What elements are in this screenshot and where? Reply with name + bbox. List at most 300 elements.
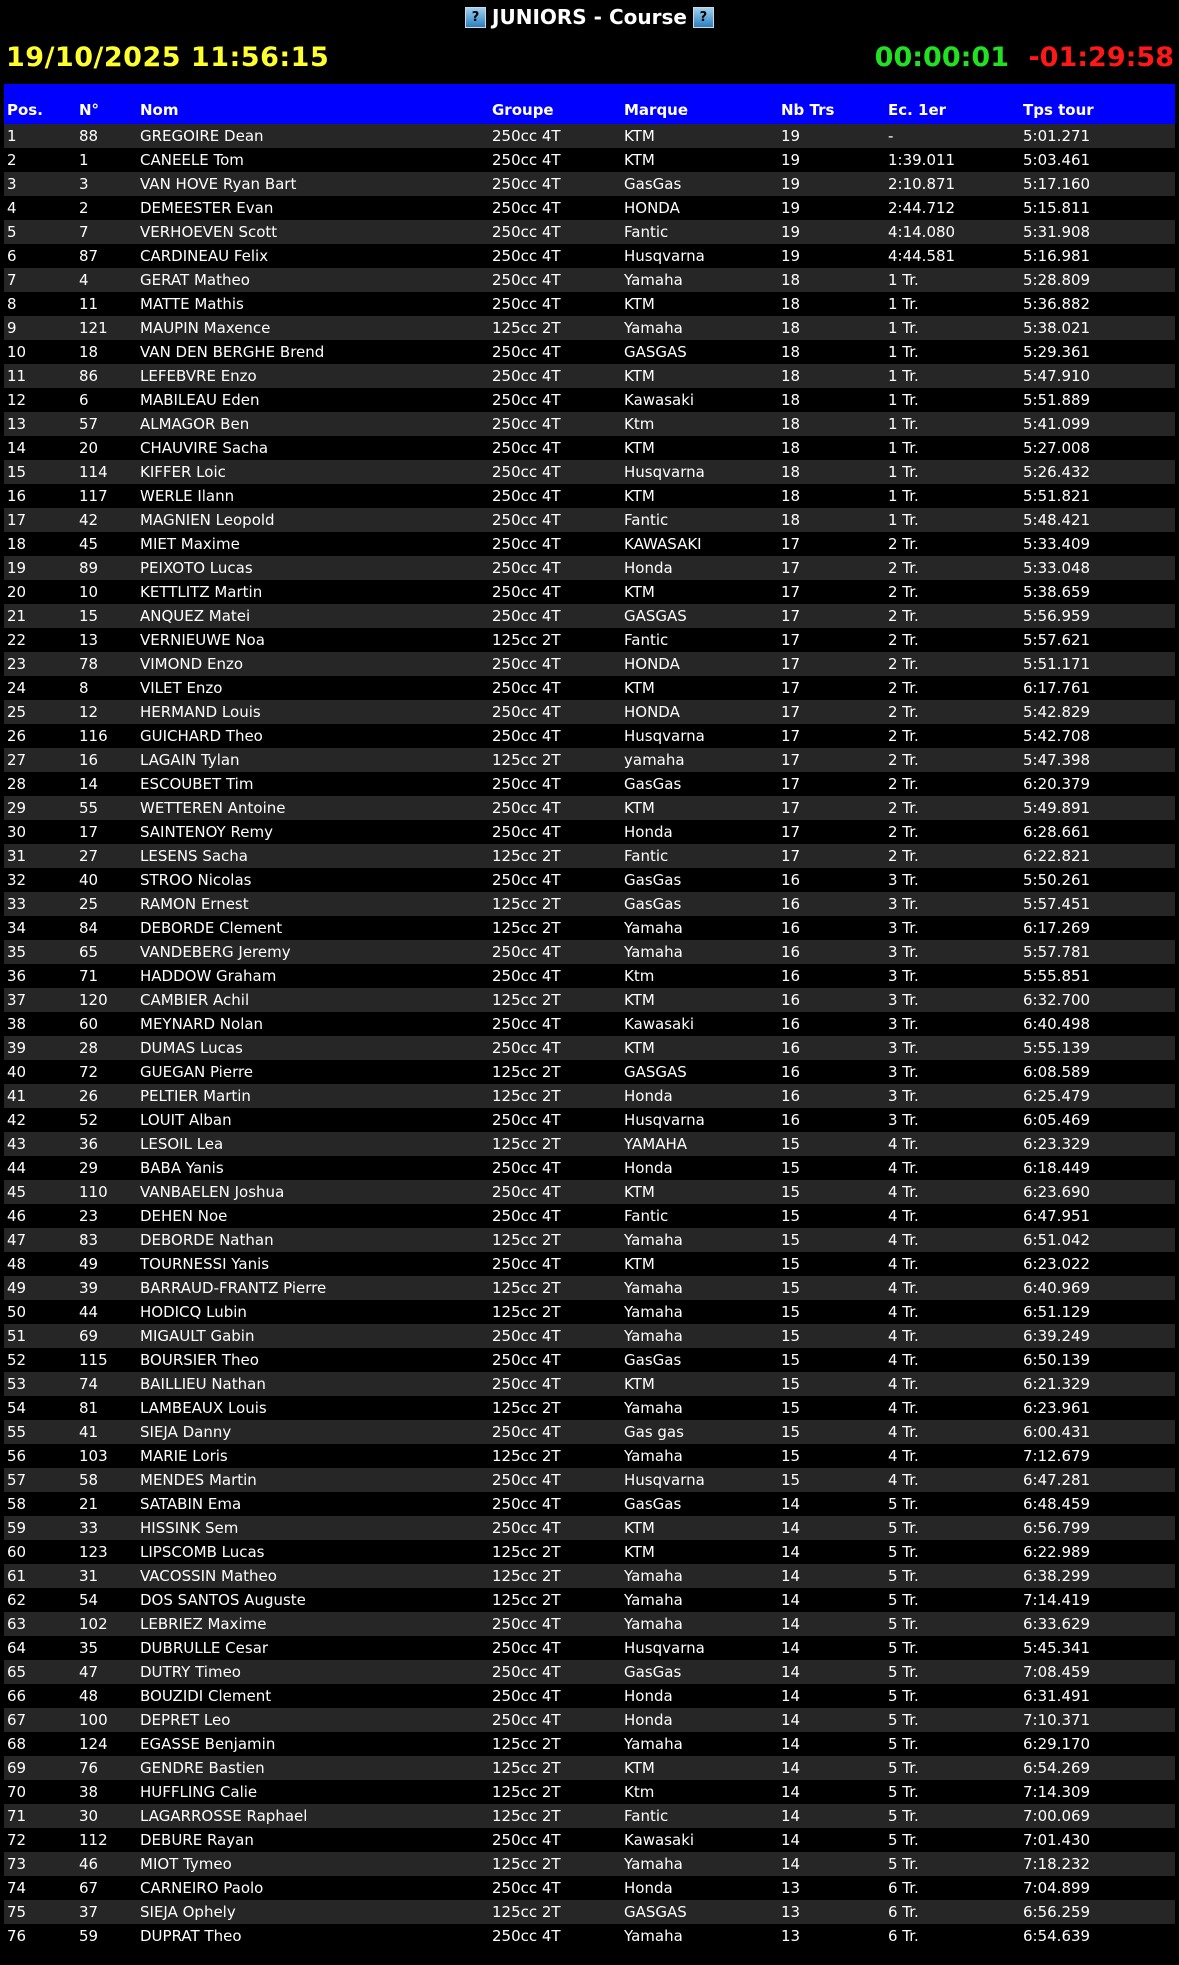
cell-laps: 14 [781,1687,801,1705]
column-header-name: Nom [140,101,179,119]
cell-gap: 4 Tr. [888,1159,919,1177]
cell-group: 250cc 4T [492,1183,561,1201]
cell-brand: Husqvarna [624,247,705,265]
cell-laps: 13 [781,1903,801,1921]
cell-pos: 65 [7,1663,27,1681]
cell-name: STROO Nicolas [140,871,252,889]
cell-laps: 17 [781,631,801,649]
cell-laps: 16 [781,871,801,889]
cell-number: 21 [79,1495,99,1513]
table-row [4,1756,1175,1780]
cell-pos: 68 [7,1735,27,1753]
table-row [4,1276,1175,1300]
cell-brand: HONDA [624,199,680,217]
cell-laps: 18 [781,487,801,505]
cell-brand: Yamaha [624,1279,683,1297]
cell-laps: 17 [781,607,801,625]
table-row [4,844,1175,868]
cell-name: SAINTENOY Remy [140,823,273,841]
cell-name: VILET Enzo [140,679,223,697]
cell-name: LIPSCOMB Lucas [140,1543,265,1561]
table-row [4,532,1175,556]
cell-name: GREGOIRE Dean [140,127,264,145]
cell-number: 41 [79,1423,99,1441]
cell-brand: Yamaha [624,1231,683,1249]
cell-name: EGASSE Benjamin [140,1735,276,1753]
cell-group: 125cc 2T [492,1279,561,1297]
cell-pos: 63 [7,1615,27,1633]
cell-gap: 6 Tr. [888,1903,919,1921]
cell-gap: 3 Tr. [888,1063,919,1081]
cell-gap: 2 Tr. [888,583,919,601]
cell-brand: Yamaha [624,1591,683,1609]
cell-lap-time: 6:00.431 [1023,1423,1091,1441]
cell-pos: 51 [7,1327,27,1345]
cell-brand: KTM [624,1255,655,1273]
cell-brand: Fantic [624,1807,669,1825]
cell-name: ANQUEZ Matei [140,607,251,625]
cell-pos: 30 [7,823,27,841]
cell-name: MIET Maxime [140,535,240,553]
cell-number: 124 [79,1735,108,1753]
table-row [4,1492,1175,1516]
cell-brand: yamaha [624,751,685,769]
table-row [4,964,1175,988]
cell-name: CARDINEAU Felix [140,247,269,265]
cell-lap-time: 5:41.099 [1023,415,1091,433]
cell-brand: Yamaha [624,319,683,337]
cell-lap-time: 6:51.042 [1023,1231,1091,1249]
cell-lap-time: 7:12.679 [1023,1447,1091,1465]
cell-pos: 8 [7,295,17,313]
cell-pos: 56 [7,1447,27,1465]
cell-group: 125cc 2T [492,1135,561,1153]
cell-gap: 2 Tr. [888,535,919,553]
cell-laps: 17 [781,583,801,601]
cell-laps: 17 [781,703,801,721]
cell-number: 15 [79,607,99,625]
cell-pos: 12 [7,391,27,409]
table-row [4,316,1175,340]
cell-number: 45 [79,535,99,553]
cell-pos: 67 [7,1711,27,1729]
table-row [4,364,1175,388]
cell-number: 102 [79,1615,108,1633]
cell-brand: Gas gas [624,1423,684,1441]
cell-laps: 13 [781,1927,801,1945]
cell-group: 250cc 4T [492,559,561,577]
cell-name: CANEELE Tom [140,151,244,169]
cell-laps: 19 [781,199,801,217]
cell-brand: KTM [624,1375,655,1393]
cell-name: SIEJA Danny [140,1423,232,1441]
cell-laps: 14 [781,1495,801,1513]
cell-pos: 74 [7,1879,27,1897]
cell-group: 250cc 4T [492,391,561,409]
cell-name: WETTEREN Antoine [140,799,286,817]
cell-lap-time: 7:08.459 [1023,1663,1091,1681]
cell-lap-time: 6:08.589 [1023,1063,1091,1081]
table-row [4,1612,1175,1636]
cell-name: DUTRY Timeo [140,1663,241,1681]
cell-pos: 49 [7,1279,27,1297]
cell-gap: 5 Tr. [888,1615,919,1633]
cell-name: MATTE Mathis [140,295,244,313]
cell-gap: 2 Tr. [888,823,919,841]
cell-name: MABILEAU Eden [140,391,260,409]
race-datetime: 19/10/2025 11:56:15 [6,42,330,73]
cell-group: 250cc 4T [492,967,561,985]
cell-laps: 18 [781,511,801,529]
cell-name: BAILLIEU Nathan [140,1375,266,1393]
cell-pos: 14 [7,439,27,457]
cell-lap-time: 6:39.249 [1023,1327,1091,1345]
cell-brand: Yamaha [624,1327,683,1345]
cell-laps: 19 [781,175,801,193]
cell-laps: 17 [781,535,801,553]
cell-gap: 4 Tr. [888,1351,919,1369]
cell-gap: 5 Tr. [888,1591,919,1609]
cell-pos: 46 [7,1207,27,1225]
cell-gap: 2 Tr. [888,775,919,793]
cell-pos: 26 [7,727,27,745]
cell-number: 30 [79,1807,99,1825]
cell-gap: 2 Tr. [888,799,919,817]
cell-lap-time: 5:27.008 [1023,439,1091,457]
cell-pos: 16 [7,487,27,505]
cell-gap: 2 Tr. [888,607,919,625]
cell-pos: 31 [7,847,27,865]
cell-lap-time: 5:26.432 [1023,463,1091,481]
cell-brand: Honda [624,1159,673,1177]
cell-group: 250cc 4T [492,1375,561,1393]
cell-group: 250cc 4T [492,127,561,145]
cell-number: 87 [79,247,99,265]
cell-group: 250cc 4T [492,1111,561,1129]
cell-lap-time: 6:17.269 [1023,919,1091,937]
cell-laps: 16 [781,1039,801,1057]
cell-lap-time: 5:50.261 [1023,871,1091,889]
cell-name: GUICHARD Theo [140,727,263,745]
cell-laps: 14 [781,1759,801,1777]
cell-brand: Husqvarna [624,1639,705,1657]
cell-lap-time: 5:51.821 [1023,487,1091,505]
cell-gap: 1 Tr. [888,487,919,505]
cell-pos: 71 [7,1807,27,1825]
cell-lap-time: 6:22.989 [1023,1543,1091,1561]
cell-gap: 1 Tr. [888,271,919,289]
cell-number: 81 [79,1399,99,1417]
cell-pos: 72 [7,1831,27,1849]
cell-laps: 15 [781,1327,801,1345]
cell-laps: 14 [781,1663,801,1681]
table-row [4,748,1175,772]
cell-brand: Husqvarna [624,1471,705,1489]
cell-lap-time: 6:18.449 [1023,1159,1091,1177]
cell-name: MARIE Loris [140,1447,228,1465]
cell-laps: 17 [781,847,801,865]
cell-gap: 5 Tr. [888,1495,919,1513]
cell-brand: Yamaha [624,943,683,961]
cell-brand: Yamaha [624,1855,683,1873]
cell-name: LESENS Sacha [140,847,249,865]
table-row [4,340,1175,364]
table-row [4,1780,1175,1804]
cell-pos: 19 [7,559,27,577]
cell-group: 125cc 2T [492,631,561,649]
cell-lap-time: 5:17.160 [1023,175,1091,193]
table-row [4,508,1175,532]
cell-lap-time: 6:29.170 [1023,1735,1091,1753]
cell-lap-time: 6:20.379 [1023,775,1091,793]
cell-name: LOUIT Alban [140,1111,232,1129]
cell-group: 250cc 4T [492,1879,561,1897]
cell-name: DUPRAT Theo [140,1927,242,1945]
table-row [4,388,1175,412]
cell-lap-time: 6:21.329 [1023,1375,1091,1393]
cell-number: 17 [79,823,99,841]
cell-pos: 41 [7,1087,27,1105]
cell-pos: 35 [7,943,27,961]
cell-lap-time: 6:50.139 [1023,1351,1091,1369]
cell-pos: 18 [7,535,27,553]
column-header-gap: Ec. 1er [888,101,947,119]
cell-group: 250cc 4T [492,295,561,313]
table-row [4,1108,1175,1132]
cell-pos: 48 [7,1255,27,1273]
cell-laps: 16 [781,919,801,937]
cell-lap-time: 6:31.491 [1023,1687,1091,1705]
cell-brand: Yamaha [624,1399,683,1417]
cell-name: LAMBEAUX Louis [140,1399,267,1417]
cell-number: 25 [79,895,99,913]
cell-name: DEBORDE Nathan [140,1231,274,1249]
cell-number: 54 [79,1591,99,1609]
cell-pos: 22 [7,631,27,649]
table-row [4,940,1175,964]
cell-name: GUEGAN Pierre [140,1063,254,1081]
table-header-row [4,84,1175,124]
cell-group: 125cc 2T [492,1399,561,1417]
cell-gap: 2 Tr. [888,631,919,649]
table-row [4,916,1175,940]
cell-pos: 70 [7,1783,27,1801]
cell-name: MAUPIN Maxence [140,319,271,337]
cell-number: 123 [79,1543,108,1561]
cell-pos: 20 [7,583,27,601]
cell-number: 37 [79,1903,99,1921]
cell-group: 250cc 4T [492,607,561,625]
cell-pos: 38 [7,1015,27,1033]
cell-number: 60 [79,1015,99,1033]
cell-brand: Fantic [624,511,669,529]
column-header-lap-time: Tps tour [1023,101,1094,119]
table-row [4,1036,1175,1060]
cell-lap-time: 5:01.271 [1023,127,1091,145]
cell-brand: Ktm [624,415,655,433]
cell-number: 11 [79,295,99,313]
cell-pos: 44 [7,1159,27,1177]
cell-lap-time: 5:33.409 [1023,535,1091,553]
cell-lap-time: 5:31.908 [1023,223,1091,241]
cell-pos: 55 [7,1423,27,1441]
cell-brand: GASGAS [624,1063,687,1081]
cell-brand: GasGas [624,1663,682,1681]
cell-group: 250cc 4T [492,535,561,553]
cell-pos: 50 [7,1303,27,1321]
cell-group: 250cc 4T [492,511,561,529]
cell-gap: 2 Tr. [888,727,919,745]
cell-brand: Yamaha [624,919,683,937]
table-row [4,1012,1175,1036]
cell-gap: 5 Tr. [888,1735,919,1753]
cell-number: 67 [79,1879,99,1897]
cell-number: 3 [79,175,89,193]
cell-lap-time: 7:10.371 [1023,1711,1091,1729]
cell-lap-time: 6:56.799 [1023,1519,1091,1537]
cell-pos: 73 [7,1855,27,1873]
cell-laps: 15 [781,1255,801,1273]
cell-group: 250cc 4T [492,823,561,841]
cell-pos: 15 [7,463,27,481]
cell-name: CARNEIRO Paolo [140,1879,264,1897]
question-icon[interactable]: ? [693,7,714,28]
cell-lap-time: 7:00.069 [1023,1807,1091,1825]
cell-number: 29 [79,1159,99,1177]
cell-lap-time: 7:18.232 [1023,1855,1091,1873]
cell-brand: Yamaha [624,1567,683,1585]
cell-group: 250cc 4T [492,1519,561,1537]
cell-name: HERMAND Louis [140,703,261,721]
cell-gap: 4 Tr. [888,1327,919,1345]
cell-gap: 5 Tr. [888,1831,919,1849]
cell-name: LEFEBVRE Enzo [140,367,257,385]
column-header-number: N° [79,101,100,119]
cell-brand: GasGas [624,1495,682,1513]
cell-group: 250cc 4T [492,1687,561,1705]
cell-number: 23 [79,1207,99,1225]
cell-laps: 17 [781,799,801,817]
cell-number: 7 [79,223,89,241]
cell-laps: 18 [781,463,801,481]
cell-brand: HONDA [624,703,680,721]
cell-laps: 17 [781,727,801,745]
cell-pos: 37 [7,991,27,1009]
table-row [4,1300,1175,1324]
cell-gap: 6 Tr. [888,1927,919,1945]
title-bar [0,0,1179,34]
cell-name: VERHOEVEN Scott [140,223,278,241]
cell-gap: 3 Tr. [888,895,919,913]
table-row [4,1828,1175,1852]
cell-gap: 2:44.712 [888,199,956,217]
cell-gap: 5 Tr. [888,1783,919,1801]
cell-group: 125cc 2T [492,847,561,865]
table-row [4,1804,1175,1828]
cell-laps: 17 [781,559,801,577]
cell-laps: 16 [781,943,801,961]
cell-laps: 17 [781,823,801,841]
cell-pos: 53 [7,1375,27,1393]
cell-group: 125cc 2T [492,991,561,1009]
cell-number: 116 [79,727,108,745]
cell-brand: KAWASAKI [624,535,702,553]
table-row [4,1876,1175,1900]
cell-brand: Husqvarna [624,1111,705,1129]
cell-brand: GASGAS [624,607,687,625]
cell-lap-time: 6:32.700 [1023,991,1091,1009]
question-icon[interactable]: ? [465,7,486,28]
cell-laps: 15 [781,1375,801,1393]
cell-lap-time: 6:05.469 [1023,1111,1091,1129]
table-row [4,604,1175,628]
cell-group: 250cc 4T [492,1255,561,1273]
cell-pos: 9 [7,319,17,337]
cell-pos: 25 [7,703,27,721]
cell-gap: 4 Tr. [888,1255,919,1273]
cell-name: LAGAIN Tylan [140,751,240,769]
cell-brand: Fantic [624,631,669,649]
cell-number: 46 [79,1855,99,1873]
table-row [4,556,1175,580]
cell-pos: 39 [7,1039,27,1057]
cell-name: BOURSIER Theo [140,1351,259,1369]
table-row [4,1564,1175,1588]
cell-laps: 14 [781,1807,801,1825]
cell-number: 40 [79,871,99,889]
cell-lap-time: 5:48.421 [1023,511,1091,529]
cell-gap: 4 Tr. [888,1279,919,1297]
cell-lap-time: 6:22.821 [1023,847,1091,865]
cell-name: HADDOW Graham [140,967,277,985]
info-row [0,40,1179,80]
cell-pos: 57 [7,1471,27,1489]
cell-name: MIGAULT Gabin [140,1327,255,1345]
cell-name: BOUZIDI Clement [140,1687,272,1705]
cell-group: 250cc 4T [492,1663,561,1681]
cell-laps: 14 [781,1591,801,1609]
cell-gap: 5 Tr. [888,1639,919,1657]
cell-laps: 16 [781,967,801,985]
cell-brand: GasGas [624,775,682,793]
cell-gap: 1:39.011 [888,151,956,169]
table-row [4,724,1175,748]
table-row [4,148,1175,172]
cell-number: 14 [79,775,99,793]
cell-group: 125cc 2T [492,895,561,913]
cell-group: 250cc 4T [492,271,561,289]
table-row [4,1204,1175,1228]
cell-name: HUFFLING Calie [140,1783,258,1801]
cell-pos: 23 [7,655,27,673]
cell-number: 20 [79,439,99,457]
cell-group: 125cc 2T [492,1231,561,1249]
cell-number: 18 [79,343,99,361]
cell-name: ALMAGOR Ben [140,415,250,433]
cell-group: 250cc 4T [492,775,561,793]
table-row [4,1732,1175,1756]
cell-laps: 18 [781,415,801,433]
cell-gap: 4 Tr. [888,1423,919,1441]
cell-group: 250cc 4T [492,1015,561,1033]
cell-number: 12 [79,703,99,721]
cell-gap: 1 Tr. [888,463,919,481]
cell-number: 47 [79,1663,99,1681]
cell-pos: 27 [7,751,27,769]
cell-name: MEYNARD Nolan [140,1015,264,1033]
cell-number: 59 [79,1927,99,1945]
table-row [4,892,1175,916]
